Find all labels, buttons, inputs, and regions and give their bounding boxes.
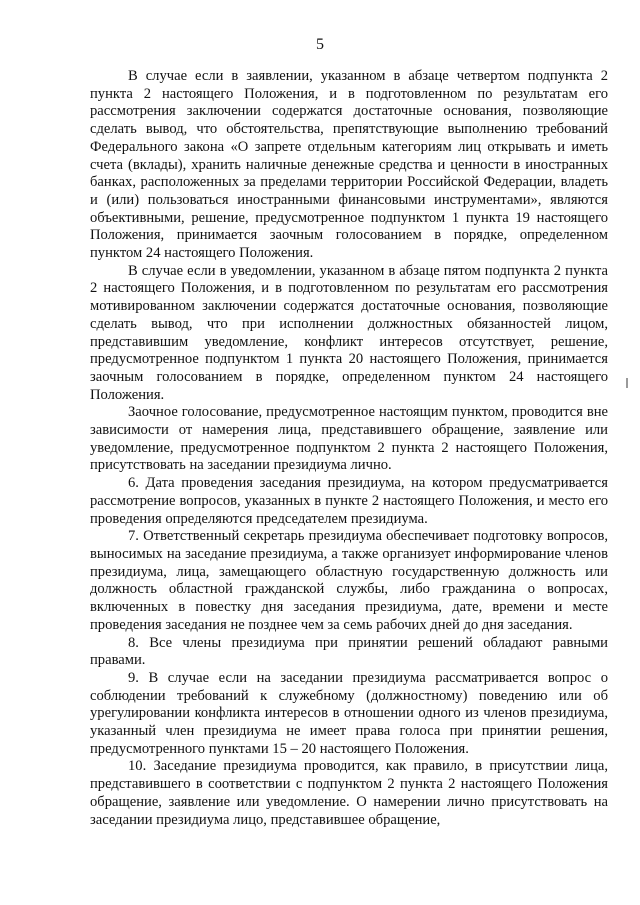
paragraph-6: 8. Все члены президиума при принятии решений обладают равными правами. — [90, 634, 608, 669]
paragraph-4: 6. Дата проведения заседания президиума, на котором предусматривается рассмотрение вопросов, указанных в пункте 2 настоящего Положения, и место его проведения определяются председателем президиума. — [90, 475, 608, 527]
paragraph-5: 7. Ответственный секретарь президиума обеспечивает подготовку вопросов, выносимых на заседание президиума, а также организует информирование членов президиума, лица, замещающего областную государственную должность или должность областной гражданской службы, либо гражданина о вопросах, включенных в повестку дня заседания президиума, дате, времени и месте проведения заседания не позднее чем за семь рабочих дней до дня заседания. — [90, 528, 608, 633]
document-body — [90, 68, 608, 829]
paragraph-3: Заочное голосование, предусмотренное настоящим пунктом, проводится вне зависимости от намерения лица, представившего обращение, заявление или уведомление, предусмотренное подпунктом 2 пункта 2 настоящего Положения, присутствовать на заседании президиума лично. — [90, 404, 608, 474]
paragraph-8: 10. Заседание президиума проводится, как правило, в присутствии лица, представившего в соответствии с подпунктом 2 пункта 2 настоящего Положения обращение, заявление или уведомление. О намерении лично присутствовать на заседании президиума лицо, представившее обращение, — [90, 758, 608, 828]
paragraph-1: В случае если в заявлении, указанном в абзаце четвертом подпункта 2 пункта 2 настоящего Положения, и в подготовленном по результатам его рассмотрения заключении содержатся достаточные основания, позволяющие сделать вывод, что обстоятельства, препятствующие выполнению требований Федерального закона «О запрете отдельным категориям лиц открывать и иметь счета (вклады), хранить наличные денежные средства и ценности в иностранных банках, расположенных за пределами территории Российской Федерации, владеть и (или) пользоваться иностранными финансовыми инструментами», являются объективными, решение, предусмотренное подпунктом 1 пункта 19 настоящего Положения, принимается заочным голосованием в порядке, определенном пунктом 24 настоящего Положения. — [90, 68, 608, 262]
paragraph-7: 9. В случае если на заседании президиума рассматривается вопрос о соблюдении требований к служебному (должностному) поведению или об урегулировании конфликта интересов в отношении одного из членов президиума, указанный член президиума не имеет права голоса при принятии решения, предусмотренного пунктами 15 – 20 настоящего Положения. — [90, 669, 608, 757]
scan-margin-mark — [626, 378, 628, 388]
paragraph-2: В случае если в уведомлении, указанном в абзаце пятом подпункта 2 пункта 2 настоящего Положения, и в подготовленном по результатам его рассмотрения мотивированном заключении содержатся достаточные основания, позволяющие сделать вывод, что при исполнении должностных обязанностей лицом, представившим уведомление, конфликт интересов отсутствует, решение, предусмотренное подпунктом 1 пункта 20 настоящего Положения, принимается заочным голосованием в порядке, определенном пунктом 24 настоящего Положения. — [90, 262, 608, 403]
page-number: 5 — [316, 36, 324, 53]
